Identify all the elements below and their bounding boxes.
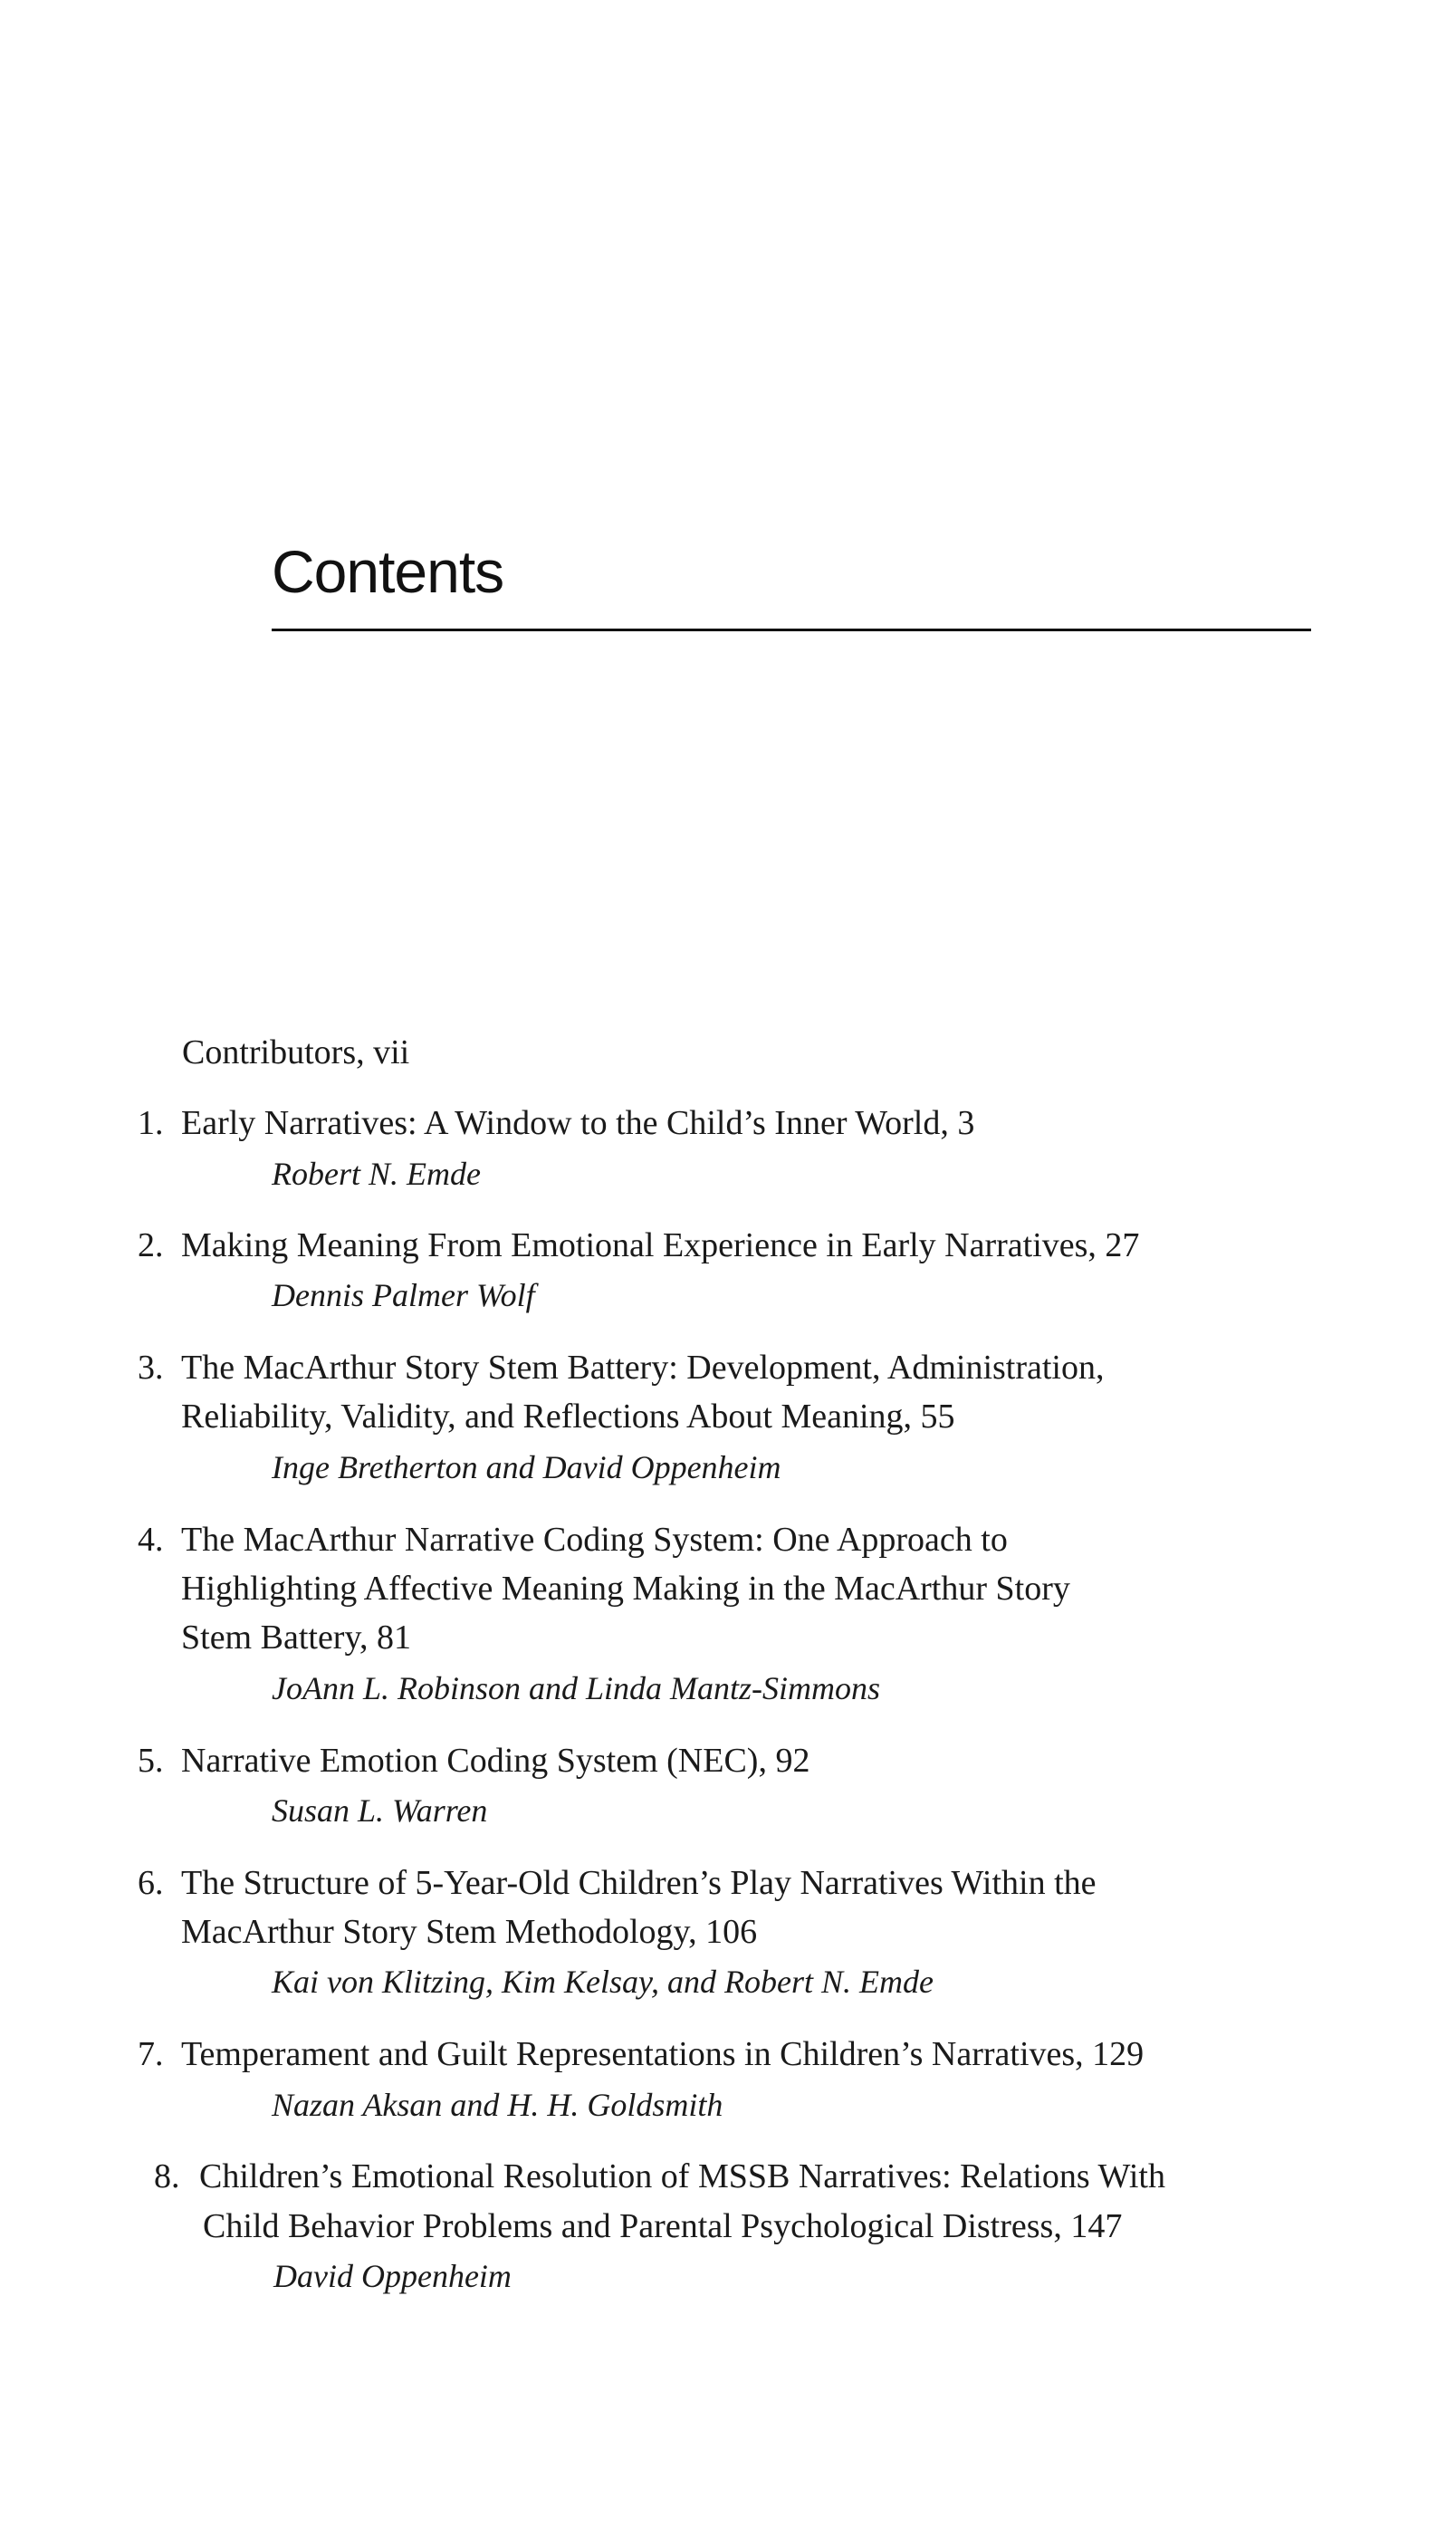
entry-title-line: Temperament and Guilt Representations in Children’s Narratives, 129 xyxy=(181,2035,1145,2073)
entry-title-line: The Structure of 5-Year-Old Children’s Play Narratives Within the xyxy=(181,1864,1097,1902)
entry-title-line: MacArthur Story Stem Methodology, 106 xyxy=(181,1913,758,1951)
entry-title-line: Stem Battery, 81 xyxy=(181,1619,411,1657)
page-title: Contents xyxy=(272,538,504,605)
entry-number: 3. xyxy=(138,1349,164,1387)
entry-title-line: Early Narratives: A Window to the Child’s Inner World, 3 xyxy=(181,1104,975,1142)
entry-number: 7. xyxy=(138,2035,164,2073)
entry-author: Kai von Klitzing, Kim Kelsay, and Robert N. Emde xyxy=(272,1964,934,2000)
entry-title-line: Reliability, Validity, and Reflections About Meaning, 55 xyxy=(181,1398,955,1436)
entry-title-line: Making Meaning From Emotional Experience in Early Narratives, 27 xyxy=(181,1226,1140,1264)
entry-title-line: Children’s Emotional Resolution of MSSB Narratives: Relations With xyxy=(199,2157,1165,2195)
entry-title-line: Narrative Emotion Coding System (NEC), 92 xyxy=(181,1742,810,1780)
entry-title-line: Highlighting Affective Meaning Making in the MacArthur Story xyxy=(181,1570,1070,1608)
entry-author: Robert N. Emde xyxy=(272,1156,481,1192)
entry-author: David Oppenheim xyxy=(273,2258,512,2294)
entry-number: 5. xyxy=(138,1742,164,1780)
entry-number: 2. xyxy=(138,1226,164,1264)
contributors-line[interactable]: Contributors, vii xyxy=(182,1033,410,1071)
entry-author: Nazan Aksan and H. H. Goldsmith xyxy=(272,2087,723,2123)
entry-number: 6. xyxy=(138,1864,164,1902)
entry-title-line: The MacArthur Narrative Coding System: One Approach to xyxy=(181,1521,1008,1559)
entry-author: Dennis Palmer Wolf xyxy=(272,1277,535,1313)
entry-number: 4. xyxy=(138,1521,164,1559)
entry-title-line: The MacArthur Story Stem Battery: Development, Administration, xyxy=(181,1349,1105,1387)
entry-title-line: Child Behavior Problems and Parental Psychological Distress, 147 xyxy=(203,2207,1123,2245)
entry-number: 8. xyxy=(154,2157,180,2195)
entry-author: JoAnn L. Robinson and Linda Mantz-Simmons xyxy=(272,1670,881,1706)
entry-number: 1. xyxy=(138,1104,164,1142)
entry-author: Susan L. Warren xyxy=(272,1792,488,1829)
entry-author: Inge Bretherton and David Oppenheim xyxy=(272,1449,781,1485)
